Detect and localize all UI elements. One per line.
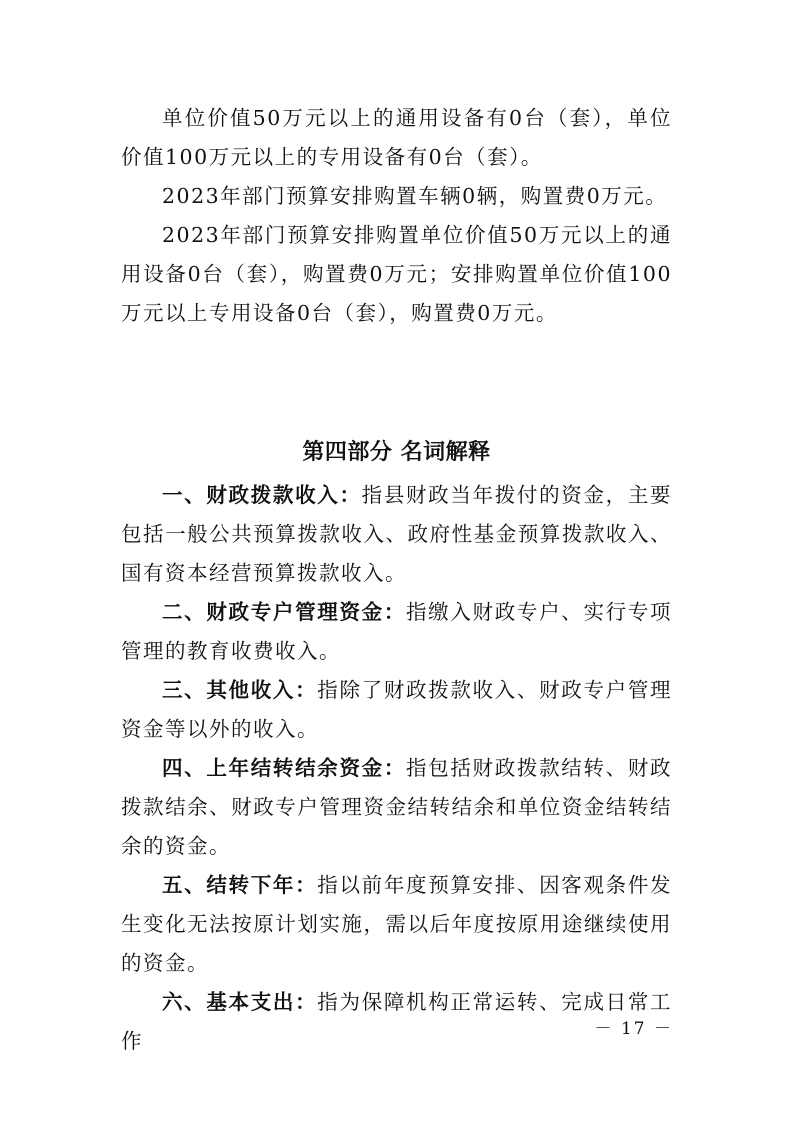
definition-term: 四、上年结转结余资金： (162, 756, 406, 780)
definition-fiscal-appropriation (121, 476, 672, 593)
definition-term: 二、财政专户管理资金： (162, 600, 406, 624)
definition-term: 六、基本支出： (162, 990, 318, 1014)
paragraph-equipment-holdings: 单位价值50万元以上的通用设备有0台（套），单位价值100万元以上的专用设备有0台（套）。 (121, 106, 672, 169)
paragraph-vehicle-purchase: 2023年部门预算安排购置车辆0辆，购置费0万元。 (162, 184, 668, 208)
paragraph-equipment-purchase: 2023年部门预算安排购置单位价值50万元以上的通用设备0台（套），购置费0万元；安排购置单位价值100万元以上专用设备0台（套），购置费0万元。 (121, 223, 672, 325)
definition-text: 指包括财政拨款结转、财政拨款结余、财政专户管理资金结转结余和单位资金结转结余的资金。 (121, 756, 672, 858)
definition-text: 指除了财政拨款收入、财政专户管理资金等以外的收入。 (121, 678, 673, 741)
definition-carry-to-next-year (121, 866, 672, 983)
definition-special-account-funds (121, 593, 672, 671)
definition-basic-expenditure (121, 983, 672, 1061)
definition-text: 指县财政当年拨付的资金，主要包括一般公共预算拨款收入、政府性基金预算拨款收入、国有资本经营预算拨款收入。 (121, 483, 673, 585)
definition-text: 指以前年度预算安排、因客观条件发生变化无法按原计划实施，需以后年度按原用途继续使用的资金。 (121, 873, 673, 975)
definition-text: 指缴入财政专户、实行专项管理的教育收费收入。 (121, 600, 672, 663)
definition-term: 三、其他收入： (162, 678, 318, 702)
definitions-section (121, 476, 672, 1061)
definition-term: 一、财政拨款收入： (162, 483, 362, 507)
intro-section (121, 99, 672, 333)
page-number: － 17 － (594, 1019, 673, 1039)
section-title: 第四部分 名词解释 (302, 440, 491, 465)
definition-term: 五、结转下年： (162, 873, 318, 897)
definition-text: 指为保障机构正常运转、完成日常工作 (121, 990, 673, 1053)
definition-carryover-balance (121, 749, 672, 866)
definition-other-income (121, 671, 672, 749)
